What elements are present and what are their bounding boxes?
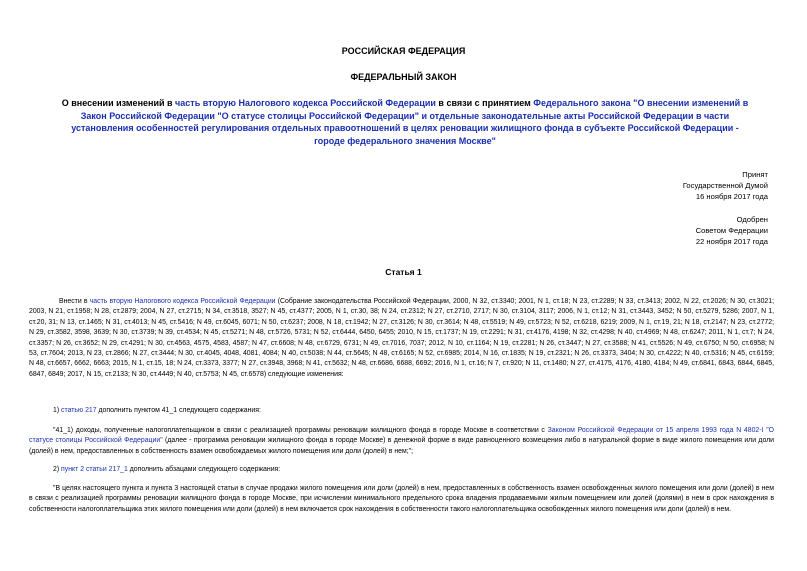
title-prefix: О внесении изменений в: [61, 98, 176, 108]
law-title: [60, 97, 750, 147]
council-date: 22 ноября 2017 года: [695, 237, 768, 247]
p1-text: (Собрание законодательства Российской Федерации, 2000, N 32, ст.3340; 2001, N 1, ст.18; N 23, ст.2289; N 33, ст.3413; 2002, N 22, ст.2026; N 30, ст.3021; 2003, N 21, ст.1958; N 28, ст.2879; 2004, N 27, ст.2715; N 34, ст.3518, 3527; N 45, ст.4377; 2005, N 1, ст.30, 38; N 24, ст.2312; N 27, ст.2710, 2717; N 30, ст.3104, 3117; 2006, N 1, ст.12; N 31, ст.3443, 3452; N 50, ст.5279, 5286; 2007, N 1, ст.20, 31; N 13, ст.1465; N 31, ст.4013; N 45, ст.5416; N 49, ст.6045, 6071; N 50, ст.6237; 2008, N 18, ст.1942; N 27, ст.3126; N 30, ст.3614; N 48, ст.5519; N 49, ст.5723; N 52, ст.6218, 6219; 2009, N 1, ст.19, 21; N 18, ст.2147; N 23, ст.2772; N 29, ст.3582, 3598, 3639; N 30, ст.3739; N 39, ст.4534; N 45, ст.5271; N 48, ст.5726, 5731; N 52, ст.6444, 6450, 6455; 2010, N 15, ст.1737; N 19, ст.2291; N 31, ст.4176, 4198; N 32, ст.4298; N 40, ст.4969; N 48, ст.6247; 2011, N 1, ст.7; N 24, ст.3357; N 26, ст.3652; N 29, ст.4291; N 30, ст.4563, 4575, 4583, 4587; N 47, ст.6608; N 48, ст.6729, 6731; N 49, ст.7016, 7037; 2012, N 10, ст.1164; N 19, ст.2281; N 26, ст.3447; N 27, ст.3588; N 41, ст.5526; N 49, ст.6750; N 50, ст.6958; N 53, ст.7604; 2013, N 23, ст.2866; N 27, ст.3444; N 30, ст.4045, 4048, 4081, 4084; N 40, ст.5038; N 44, ст.5645; N 48, ст.6165; N 52, ст.6985; 2014, N 16, ст.1835; N 19, ст.2321; N 26, ст.3373, 3404; N 30, ст.4222; N 40, ст.5316; N 45, ст.6159; N 48, ст.6657, 6662, 6663; 2015, N 1, ст.15, 18; N 24, ст.3373, 3377; N 27, ст.3948, 3968; N 41, ст.5632; N 48, ст.6686, 6688, 6692; 2016, N 1, ст.16; N 7, ст.920; N 11, ст.1480; N 27, ст.4175, 4176, 4180, 4184; N 49, ст.6841, 6843, 6844, 6845, 6847, 6849; 2017, N 15, ст.2133; N 30, ст.4449; N 40, ст.5753; N 45, ст.6578) следующие изменения:: [29, 298, 774, 378]
p1-prefix: Внести в: [59, 298, 90, 305]
duma-date: 16 ноября 2017 года: [695, 192, 768, 202]
title-middle: в связи с принятием: [435, 98, 534, 108]
article-item-2: [29, 465, 774, 475]
p3-text: (далее - программа реновации жилищного фонда в городе Москве) в денежной форме в виде равноценного возмещения либо в натуральной форме в виде жилого помещения или доли (долей) в нем, предоставленных в собственность взамен освобождаемых жилого помещения или доли (долей) в нем;";: [29, 437, 774, 455]
p2-prefix: 1): [53, 407, 62, 414]
p4-text: дополнить абзацами следующего содержания:: [127, 466, 281, 473]
p1-link-tax-code[interactable]: часть вторую Налогового кодекса Российской Федерации: [89, 298, 276, 305]
council-label: Советом Федерации: [695, 225, 768, 235]
duma-label: Государственной Думой: [682, 181, 768, 191]
p4-prefix: 2): [53, 466, 62, 473]
adoption-block: [568, 169, 768, 247]
accepted-label: Принят: [742, 170, 768, 179]
title-link-tax-code[interactable]: часть вторую Налогового кодекса Российской Федерации: [175, 98, 436, 108]
article-item-2-quote: "В целях настоящего пункта и пункта 3 настоящей статьи в случае продажи жилого помещения или доли (долей) в нем, предоставленных в собственность взамен освобожденных жилого помещения или доли (долей) в нем в связи с реализацией программы реновации жилищного фонда в городе Москве, при исчислении минимального предельного срока владения продаваемыми жилым помещением или долей (долями) в нем в срок нахождения в собственности налогоплательщика этих жилого помещения или доли (долей) в нем включается срок нахождения в собственности такого налогоплательщика освобожденных жилого помещения или доли (долей) в нем.: [29, 485, 774, 513]
p3-prefix: "41_1) доходы, полученные налогоплательщиком в связи с реализацией программы реновации жилищного фонда в городе Москве в соответствии с: [53, 427, 548, 434]
p4-link-article-217-1[interactable]: пункт 2 статьи 217_1: [61, 466, 128, 473]
article-item-1-quote: [29, 426, 774, 457]
article-item-1: [29, 406, 774, 416]
article-heading: Статья 1: [385, 267, 422, 277]
country-heading: РОССИЙСКАЯ ФЕДЕРАЦИЯ: [341, 46, 466, 56]
article-paragraph-1: [29, 297, 774, 380]
approved-label: Одобрен: [736, 214, 768, 224]
title-link-federal-law[interactable]: Федерального закона "О внесении изменений в Закон Российской Федерации "О статусе столицы Российской Федерации" и отдельные законодательные акты Российской Федерации в части установления особенностей регулирования отдельных правоотношений в целях реновации жилищного фонда в субъекте Российской Федерации - городе федерального значения Москве": [71, 98, 749, 146]
p3-link-moscow-law[interactable]: Законом Российской Федерации от 15 апреля 1993 года N 4802-I "О статусе столицы Российской Федерации": [29, 427, 775, 445]
law-type-heading: ФЕДЕРАЛЬНЫЙ ЗАКОН: [350, 72, 457, 82]
p2-text: дополнить пунктом 41_1 следующего содержания:: [96, 407, 261, 414]
p2-link-article-217[interactable]: статью 217: [61, 407, 97, 414]
